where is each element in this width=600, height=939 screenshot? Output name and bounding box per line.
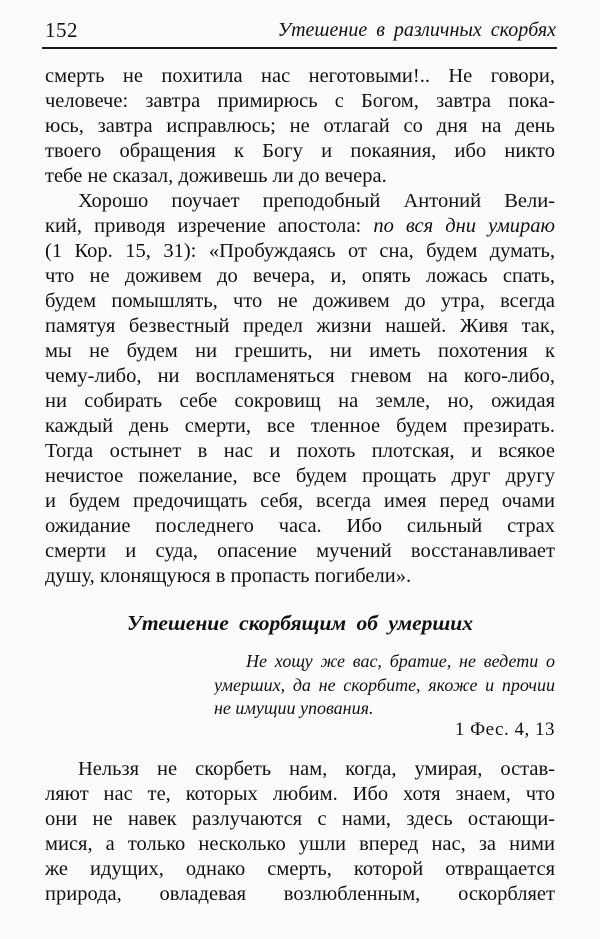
text-line: мы не будем ни грешить, ни иметь похотения к: [45, 340, 555, 362]
text-line: твоего обращения к Богу и покаяния, ибо никто: [45, 140, 555, 162]
body-text-block: [45, 757, 555, 907]
text-line: душу, клонящуюся в пропасть погибели».: [45, 565, 412, 587]
text-line: ожидание последнего часа. Ибо сильный страх: [45, 515, 555, 537]
text-line: чему-либо, ни воспламеняться гневом на кого-либо,: [45, 365, 555, 387]
text-line: Не хощу же вас, братие, не ведети о: [246, 651, 555, 671]
text-line: смерть не похитила нас неготовыми!.. Не говори,: [45, 65, 555, 87]
text-line: кий, приводя изречение апостола: по вся дни умираю: [45, 215, 555, 237]
text-line: нечистое пожелание, все будем прощать друг другу: [45, 465, 555, 487]
section-heading: Утешение скорбящим об умерших: [126, 611, 474, 635]
text-line: ляют нас те, которых любим. Ибо хотя знаем, что: [45, 783, 555, 805]
text-line: будем помышлять, что не доживем до утра, всегда: [45, 290, 555, 312]
text-line: ни собирать себе сокровищ на земле, но, ожидая: [45, 390, 555, 412]
text-line: же идущих, однако смерть, которой отвращается: [45, 858, 555, 880]
text-line: Тогда остынет в нас и похоть плотская, и всякое: [45, 440, 555, 462]
paragraph: [45, 757, 555, 907]
text-line: умерших, да не скорбите, якоже и прочии: [214, 674, 555, 695]
text-line: юсь, завтра исправлюсь; не отлагай со дня на день: [45, 115, 555, 137]
text-line: что не доживем до вечера, и, опять ложась спать,: [45, 265, 555, 287]
running-title: Утешение в различных скорбях: [277, 19, 556, 41]
text-line: каждый день смерти, все тленное будем презирать.: [45, 415, 555, 437]
page-number: 152: [45, 18, 78, 42]
text-line: они не навек разлучаются с нами, здесь остающи-: [45, 808, 555, 830]
text-line: смерти и суда, опасение мучений восстанавливает: [45, 540, 555, 562]
header-rule: [42, 47, 557, 49]
text-line: тебе не сказал, доживешь ли до вечера.: [45, 165, 387, 187]
paragraph-continuation: [45, 64, 555, 189]
text-line: и будем предочищать себя, всегда имея перед очами: [45, 490, 555, 512]
paragraph: [45, 189, 555, 589]
text-line: Хорошо поучает преподобный Антоний Вели-: [78, 190, 555, 212]
text-line: (1 Кор. 15, 31): «Пробуждаясь от сна, будем думать,: [45, 240, 555, 262]
text-line: природа, овладевая возлюбленным, оскорбляет: [45, 883, 555, 905]
text-line: человече: завтра примирюсь с Богом, завтра пока-: [45, 90, 555, 112]
text-line: не имущии упования.: [214, 698, 374, 718]
text-line: памятуя безвестный предел жизни нашей. Живя так,: [45, 315, 555, 337]
text-line: мися, а только несколько ушли вперед нас, за ними: [45, 833, 555, 855]
body-text-block: [45, 64, 555, 589]
epigraph-attribution: 1 Фес. 4, 13: [454, 719, 555, 740]
epigraph: [214, 650, 555, 721]
text-line: Нельзя не скорбеть нам, когда, умирая, остав-: [78, 758, 555, 780]
